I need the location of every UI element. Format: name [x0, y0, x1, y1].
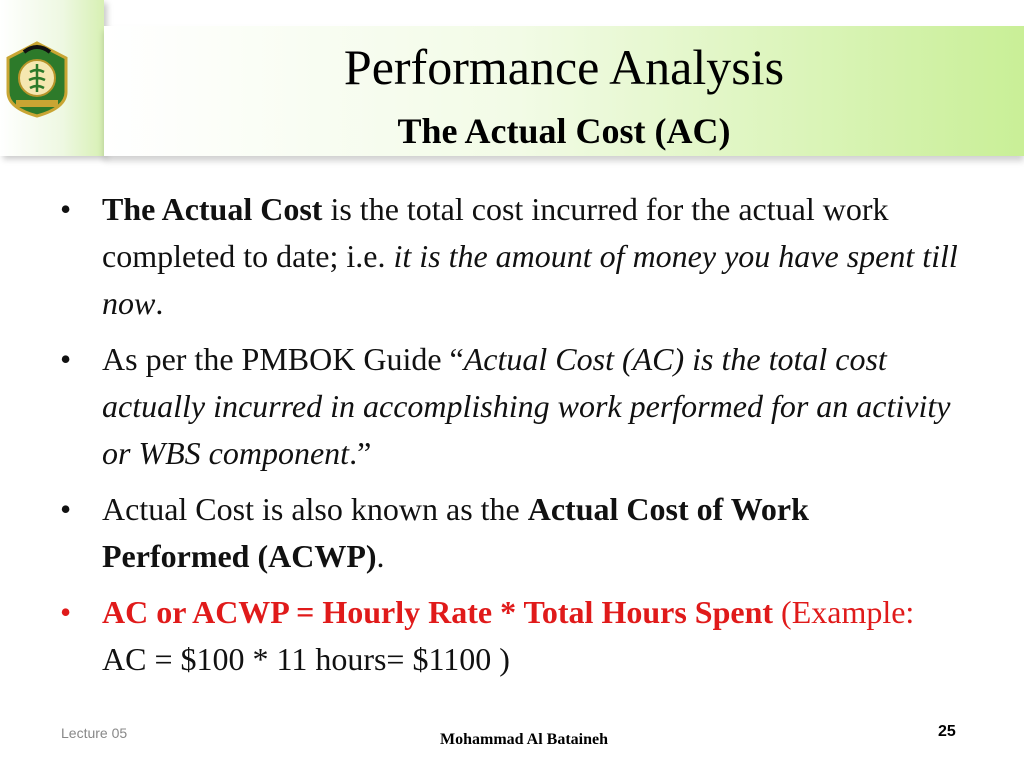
pmbok-intro: As per the PMBOK Guide “ — [102, 341, 464, 377]
bullet-actual-cost-definition — [60, 186, 960, 327]
footer-lecture: Lecture 05 — [61, 725, 128, 741]
bullet-dot: • — [60, 594, 72, 630]
logo-tab — [0, 0, 104, 156]
bullet-formula — [60, 589, 960, 683]
bullet-dot: • — [60, 191, 72, 227]
bullet-dot: • — [60, 491, 72, 527]
slide-subtitle: The Actual Cost (AC) — [397, 111, 731, 151]
bullet-list — [60, 186, 960, 692]
slide-title: Performance Analysis — [343, 39, 785, 95]
bullet-acwp — [60, 486, 960, 580]
university-logo-icon — [2, 40, 72, 118]
period: . — [155, 285, 164, 321]
example-calculation: AC = $100 * 11 hours= $1100 ) — [102, 641, 510, 677]
definition-italic: it is the amount of money you have spent till now — [102, 238, 958, 321]
quote-end: .” — [349, 435, 372, 471]
bullet-pmbok-quote — [60, 336, 960, 477]
term-acwp: Actual Cost of Work Performed (ACWP) — [102, 491, 809, 574]
footer-author: Mohammad Al Bataineh — [440, 731, 609, 748]
period: . — [376, 538, 385, 574]
definition-text: is the total cost incurred for the actual work completed to date; i.e. — [102, 191, 889, 274]
page-number: 25 — [938, 723, 956, 740]
example-label: (Example: — [773, 594, 915, 630]
bullet-dot: • — [60, 341, 72, 377]
acwp-intro: Actual Cost is also known as the — [102, 491, 528, 527]
formula: AC or ACWP = Hourly Rate * Total Hours Spent — [102, 594, 774, 630]
pmbok-quote: Actual Cost (AC) is the total cost actually incurred in accomplishing work performed for an activity or WBS component — [102, 341, 951, 471]
term-actual-cost: The Actual Cost — [102, 191, 323, 227]
